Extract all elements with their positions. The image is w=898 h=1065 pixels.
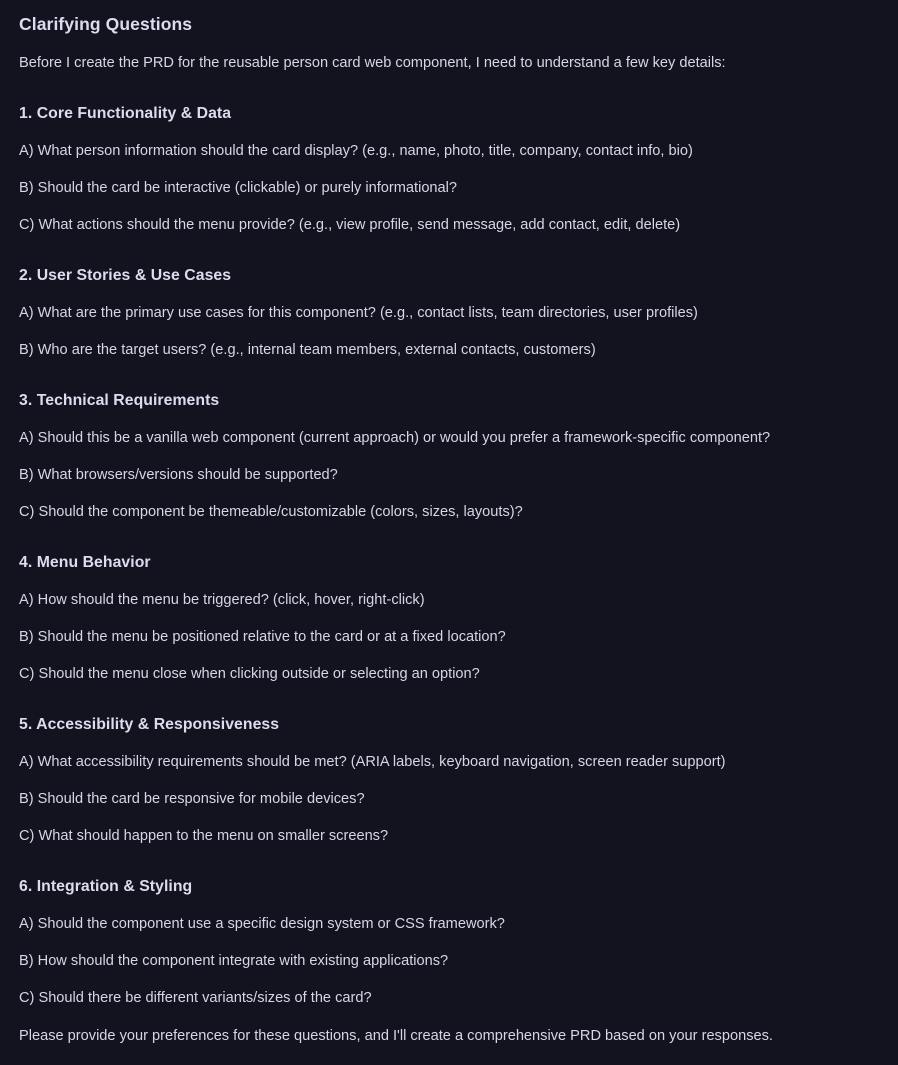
section-heading: 4. Menu Behavior <box>19 554 151 571</box>
section-menu-behavior <box>19 552 879 685</box>
question-item: A) What accessibility requirements should be met? (ARIA labels, keyboard navigation, screen reader support) <box>19 754 726 770</box>
question-item: C) What should happen to the menu on smaller screens? <box>19 828 389 844</box>
question-item: A) Should this be a vanilla web component (current approach) or would you prefer a framework-specific component? <box>19 430 771 446</box>
question-item: A) Should the component use a specific design system or CSS framework? <box>19 916 505 932</box>
question-list <box>19 752 879 847</box>
section-heading: 1. Core Functionality & Data <box>19 105 232 122</box>
section-accessibility-responsiveness <box>19 714 879 847</box>
question-item: B) Should the card be interactive (clickable) or purely informational? <box>19 180 458 196</box>
question-item: C) What actions should the menu provide? (e.g., view profile, send message, add contact, edit, delete) <box>19 217 681 233</box>
question-list <box>19 141 879 236</box>
page-title: Clarifying Questions <box>19 14 193 34</box>
intro-paragraph: Before I create the PRD for the reusable person card web component, I need to understand a few key details: <box>19 55 726 71</box>
question-list <box>19 303 879 361</box>
section-heading: 2. User Stories & Use Cases <box>19 267 232 284</box>
question-item: B) Should the menu be positioned relative to the card or at a fixed location? <box>19 629 506 645</box>
question-item: A) What person information should the card display? (e.g., name, photo, title, company, contact info, bio) <box>19 143 693 159</box>
section-technical-requirements <box>19 390 879 523</box>
question-item: B) How should the component integrate with existing applications? <box>19 953 449 969</box>
question-item: B) Who are the target users? (e.g., internal team members, external contacts, customers) <box>19 342 596 358</box>
question-item: C) Should the menu close when clicking outside or selecting an option? <box>19 666 480 682</box>
question-item: B) Should the card be responsive for mobile devices? <box>19 791 365 807</box>
sections-container <box>19 103 879 1009</box>
section-heading: 6. Integration & Styling <box>19 878 193 895</box>
question-item: A) What are the primary use cases for this component? (e.g., contact lists, team directories, user profiles) <box>19 305 698 321</box>
question-item: C) Should there be different variants/sizes of the card? <box>19 990 372 1006</box>
question-item: A) How should the menu be triggered? (click, hover, right-click) <box>19 592 425 608</box>
section-heading: 3. Technical Requirements <box>19 392 220 409</box>
section-integration-styling <box>19 876 879 1009</box>
section-user-stories-use-cases <box>19 265 879 361</box>
closing-paragraph: Please provide your preferences for these questions, and I'll create a comprehensive PRD based on your responses. <box>19 1028 773 1044</box>
question-list <box>19 590 879 685</box>
section-core-functionality-data <box>19 103 879 236</box>
question-list <box>19 914 879 1009</box>
question-item: B) What browsers/versions should be supported? <box>19 467 338 483</box>
question-list <box>19 428 879 523</box>
question-item: C) Should the component be themeable/customizable (colors, sizes, layouts)? <box>19 504 523 520</box>
section-heading: 5. Accessibility & Responsiveness <box>19 716 280 733</box>
